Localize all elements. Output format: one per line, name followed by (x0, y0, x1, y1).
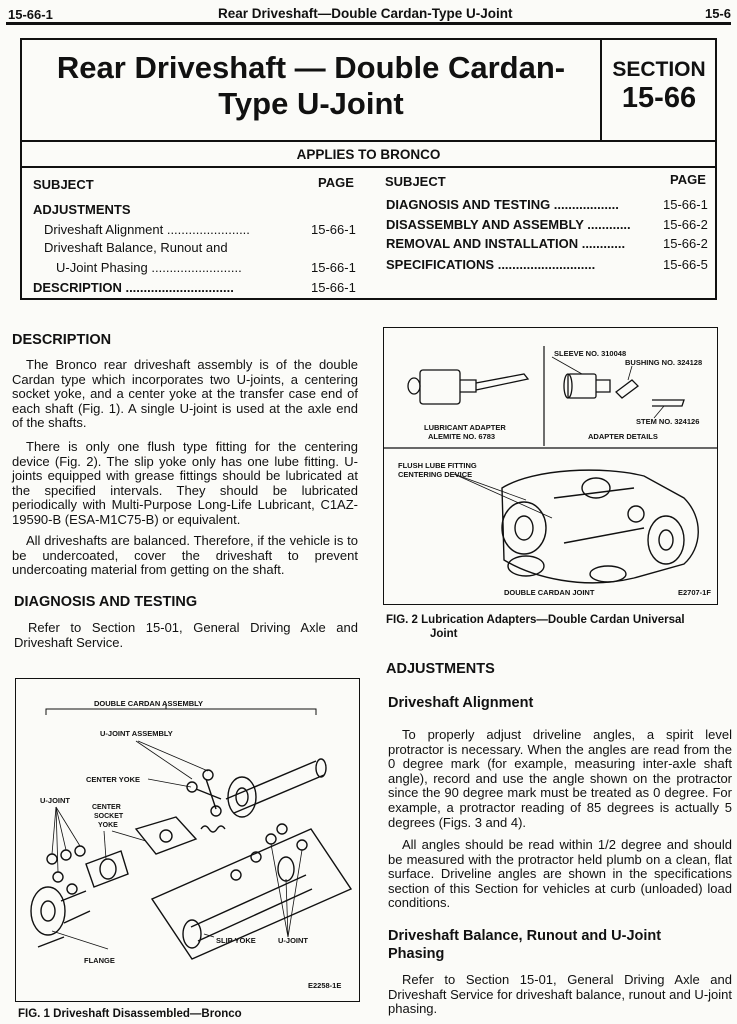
diagnosis-paragraph: Refer to Section 15-01, General Driving Axle and Driveshaft Service. (14, 620, 358, 650)
figure-1-box (15, 678, 360, 1002)
toc-box (20, 140, 717, 300)
section-divider (600, 40, 602, 140)
description-heading: DESCRIPTION (12, 332, 112, 348)
fig2-label-flush-lube: FLUSH LUBE FITTING (398, 461, 477, 470)
fig2-label-alemite: ALEMITE NO. 6783 (428, 432, 496, 441)
figure-2-caption-line-1: FIG. 2 Lubrication Adapters—Double Cardan Universal (386, 614, 685, 626)
figure-1-caption: FIG. 1 Driveshaft Disassembled—Bronco (18, 1008, 242, 1020)
adjustments-heading: ADJUSTMENTS (386, 661, 495, 677)
figure-1-illustration (16, 679, 359, 1001)
applies-to: APPLIES TO BRONCO (296, 147, 441, 162)
title-box (20, 38, 717, 142)
fig2-label-sleeve: SLEEVE NO. 310048 (554, 349, 627, 358)
fig2-label-dcj: DOUBLE CARDAN JOINT (504, 588, 595, 597)
section-badge: SECTION 15-66 (612, 58, 706, 114)
figure-2-box (383, 327, 718, 605)
toc-right-entry-label: DIAGNOSIS AND TESTING .................. (386, 197, 619, 212)
toc-right-entry-page: 15-66-2 (663, 236, 708, 251)
balance-paragraph: Refer to Section 15-01, General Driving Axle and Driveshaft Service for driveshaft balance, runout and U-joint phasing. (388, 972, 732, 1017)
toc-right-entry-page: 15-66-2 (663, 217, 708, 232)
description-paragraph-3: All driveshafts are balanced. Therefore, if the vehicle is to be undercoated, cover the driveshaft to prevent undercoating material from getting on the shaft. (12, 533, 358, 578)
fig2-label-lub-adapter: LUBRICANT ADAPTER (424, 423, 506, 432)
toc-right-entry-label: REMOVAL AND INSTALLATION ............ (386, 236, 626, 251)
header-rule (6, 22, 731, 25)
fig1-label-flange: FLANGE (84, 956, 115, 965)
fig1-label-double-cardan: DOUBLE CARDAN ASSEMBLY (94, 699, 204, 708)
figure-2-caption-line-2: Joint (430, 628, 458, 640)
toc-left-entry-label: Driveshaft Balance, Runout and (44, 240, 228, 255)
page-number-right: 15-6 (704, 6, 731, 21)
fig2-code: E2707-1F (678, 588, 711, 597)
fig2-label-bushing: BUSHING NO. 324128 (625, 358, 703, 367)
fig1-label-slip-yoke: SLIP YOKE (216, 936, 256, 945)
toc-right-entry-page: 15-66-5 (663, 257, 708, 272)
toc-subject-header-left: SUBJECT (33, 177, 94, 192)
figure-2-illustration (384, 328, 717, 604)
fig1-label-ujoint-right: U-JOINT (278, 936, 308, 945)
toc-left-entry-label: DESCRIPTION .............................. (33, 280, 234, 295)
toc-page-header-left: PAGE (318, 175, 354, 190)
running-title: Rear Driveshaft—Double Cardan-Type U-Joint (218, 6, 513, 21)
toc-subject-header-right: SUBJECT (385, 174, 446, 189)
fig1-label-ujoint-assembly: U-JOINT ASSEMBLY (100, 729, 173, 738)
diagnosis-heading: DIAGNOSIS AND TESTING (14, 594, 198, 610)
page-title: Rear Driveshaft — Double Cardan- Type U-Joint (56, 50, 566, 121)
description-paragraph-1: The Bronco rear driveshaft assembly is of the double Cardan type which incorporates two U-joints, a centering socket yoke, and a center yoke at the transfer case end of each shaft (Fig. 1). A single U-joint is used at the axle end of the shafts. (12, 357, 358, 431)
fig1-label-center-socket-yoke: CENTER SOCKET YOKE (92, 804, 124, 829)
toc-page-header-right: PAGE (670, 172, 706, 187)
alignment-paragraph-1: To properly adjust driveline angles, a spirit level protractor is necessary. When the angles are read from the 0 degree mark (for example, measuring inter-axle shaft angle), record and use the angle shown on the protractor since the 90 degree mark must be treated as 0 degree. For example, a protractor reading of 85 degrees is actually 5 degrees (Figs. 3 and 4). (388, 727, 732, 830)
toc-right-entry-label: SPECIFICATIONS ........................... (386, 257, 596, 272)
toc-left-entry-label: Driveshaft Alignment ....................... (44, 222, 250, 237)
toc-right-entry-label: DISASSEMBLY AND ASSEMBLY ............ (386, 217, 631, 232)
alignment-paragraph-2: All angles should be read within 1/2 degree and should be measured with the protractor held plumb on a clean, flat surface. Driveline angles are shown in the specifications section of this Section for vehicles at curb (unloaded) load conditions. (388, 837, 732, 911)
toc-left-entry-label: ADJUSTMENTS (33, 202, 131, 217)
fig1-label-ujoint-left: U-JOINT (40, 796, 70, 805)
toc-left-entry-label: U-Joint Phasing ......................... (56, 260, 242, 275)
toc-left-entry-page: 15-66-1 (311, 222, 356, 237)
toc-right-entry-page: 15-66-1 (663, 197, 708, 212)
description-paragraph-2: There is only one flush type fitting for the centering device (Fig. 2). The slip yoke only has one lube fitting. U-joints equipped with grease fittings should be lubricated at the specified intervals. They should be lubricated periodically with Multi-Purpose Long-Life Lubricant, C1AZ-19590-B (ESA-M1C75-B) or equivalent. (12, 439, 358, 527)
page-number-left: 15-66-1 (8, 7, 53, 22)
fig1-label-center-yoke: CENTER YOKE (86, 775, 141, 784)
fig1-code: E2258-1E (308, 981, 342, 990)
driveshaft-alignment-heading: Driveshaft Alignment (388, 695, 534, 711)
fig2-label-centering: CENTERING DEVICE (398, 470, 473, 479)
applies-rule (22, 166, 715, 168)
running-head (0, 4, 737, 24)
balance-runout-heading: Driveshaft Balance, Runout and U-Joint Phasing (388, 928, 662, 962)
fig2-label-adapter-details: ADAPTER DETAILS (588, 432, 658, 441)
fig2-label-stem: STEM NO. 324126 (636, 417, 700, 426)
toc-left-entry-page: 15-66-1 (311, 260, 356, 275)
toc-left-entry-page: 15-66-1 (311, 280, 356, 295)
